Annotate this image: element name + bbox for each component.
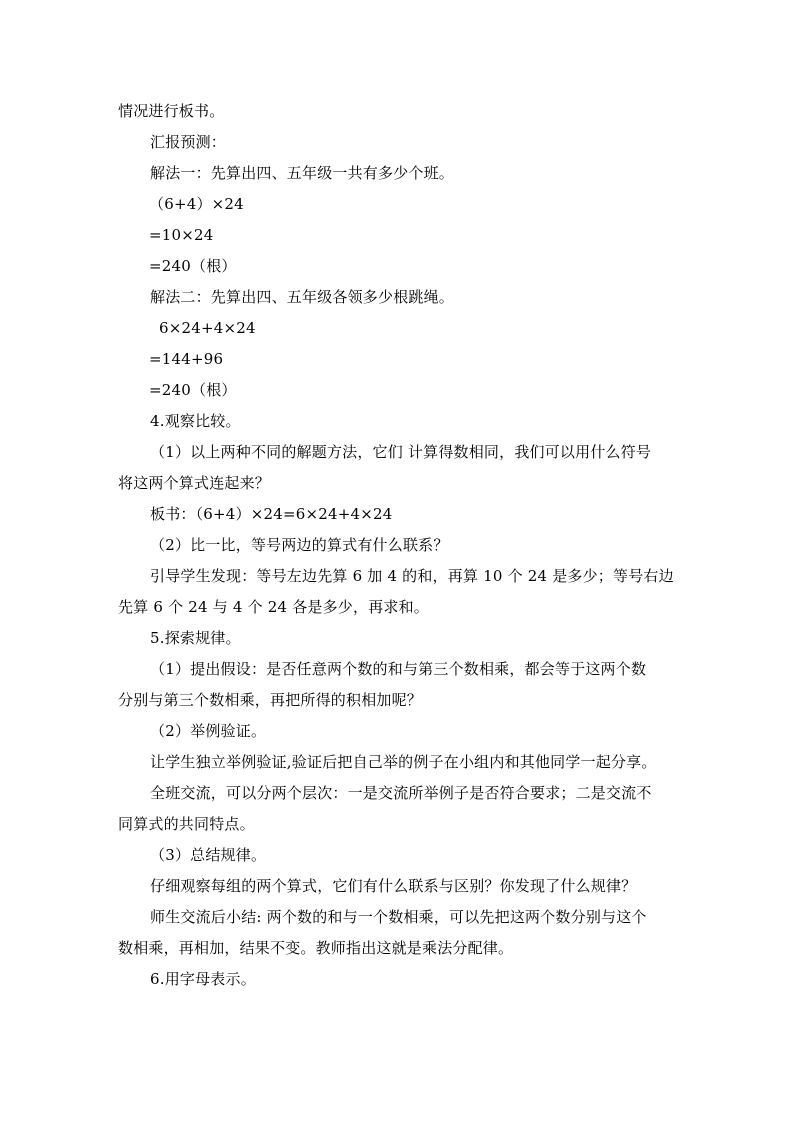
text-line: 情况进行板书。 <box>118 102 225 120</box>
text-line: 分别与第三个数相乘，再把所得的积相加呢？ <box>118 691 423 709</box>
text-line: 解法二：先算出四、五年级各领多少根跳绳。 <box>150 288 455 306</box>
text-line: 数相乘，再相加，结果不变。教师指出这就是乘法分配律。 <box>118 939 514 957</box>
section-heading: 5.探索规律。 <box>150 629 241 647</box>
section-heading: 6.用字母表示。 <box>150 970 256 988</box>
text-line: （3）总结规律。 <box>150 846 267 864</box>
formula-line: （6+4）×24 <box>149 195 244 213</box>
formula-line: =10×24 <box>149 226 214 244</box>
text-line: 同算式的共同特点。 <box>118 815 255 833</box>
text-line: 师生交流后小结: 两个数的和与一个数相乘，可以先把这两个数分别与这个 <box>150 908 647 926</box>
text-line: （2）比一比，等号两边的算式有什么联系？ <box>150 536 449 554</box>
text-line: 将这两个算式连起来？ <box>118 474 271 492</box>
formula-line: =240（根） <box>149 381 237 399</box>
text-line: 解法一：先算出四、五年级一共有多少个班。 <box>150 164 455 182</box>
text-line: （1）以上两种不同的解题方法，它们 计算得数相同，我们可以用什么符号 <box>150 443 652 461</box>
text-line: 先算 6 个 24 与 4 个 24 各是多少，再求和。 <box>118 598 430 616</box>
text-line: 板书：（6+4）×24=6×24+4×24 <box>150 505 393 523</box>
text-line: 引导学生发现：等号左边先算 6 加 4 的和，再算 10 个 24 是多少；等号右边 <box>150 567 674 585</box>
section-heading: 4.观察比较。 <box>150 412 241 430</box>
formula-line: =144+96 <box>149 350 224 368</box>
formula-line: =240（根） <box>149 257 237 275</box>
formula-line: 6×24+4×24 <box>159 319 256 337</box>
text-line: 让学生独立举例验证,验证后把自己举的例子在小组内和其他同学一起分享。 <box>150 753 657 771</box>
text-line: （1）提出假设：是否任意两个数的和与第三个数相乘，都会等于这两个数 <box>150 660 647 678</box>
text-line: 汇报预测： <box>150 133 227 151</box>
text-line: 全班交流，可以分两个层次：一是交流所举例子是否符合要求；二是交流不 <box>150 784 652 802</box>
text-line: 仔细观察每组的两个算式，它们有什么联系与区别？你发现了什么规律？ <box>150 877 637 895</box>
text-line: （2）举例验证。 <box>150 722 267 740</box>
